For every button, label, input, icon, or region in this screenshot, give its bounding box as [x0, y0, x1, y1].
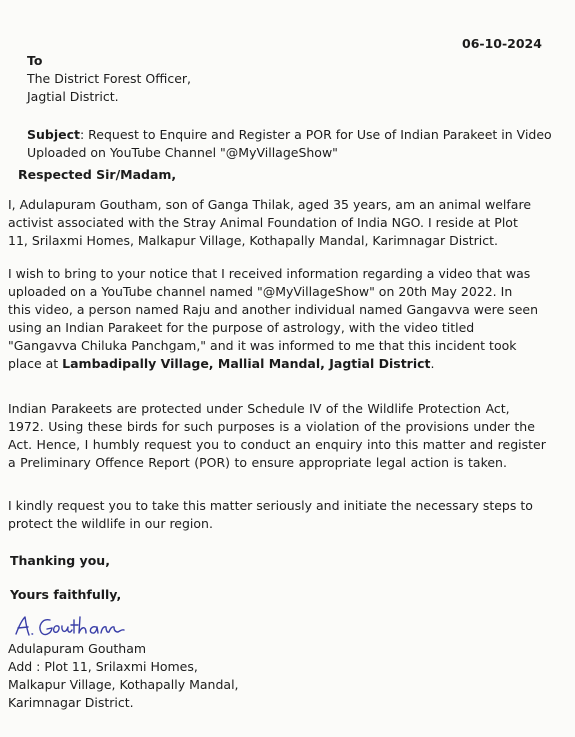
sender-line: Add : Plot 11, Srilaxmi Homes, [8, 659, 198, 674]
subject-text: : Request to Enquire and Register a POR for Use of Indian Parakeet in Video [80, 127, 552, 142]
paragraph-line: I kindly request you to take this matter seriously and initiate the necessary steps to [8, 498, 533, 513]
paragraph-line: I, Adulapuram Goutham, son of Ganga Thilak, aged 35 years, am an animal welfare [8, 197, 532, 212]
paragraph-request [8, 497, 558, 533]
paragraph-line: Act. Hence, I humbly request you to conduct an enquiry into this matter and register [8, 437, 546, 452]
recipient-address [27, 70, 191, 106]
closing-yours: Yours faithfully, [10, 587, 122, 602]
subject-label: Subject [27, 127, 80, 142]
sender-line: Karimnagar District. [8, 695, 134, 710]
paragraph-line: 11, Srilaxmi Homes, Malkapur Village, Kothapally Mandal, Karimnagar District. [8, 233, 499, 248]
paragraph-line: this video, a person named Raju and another individual named Gangavva were seen [8, 302, 539, 317]
paragraph-line: I wish to bring to your notice that I received information regarding a video that was [8, 266, 531, 281]
handwritten-signature [14, 612, 134, 640]
paragraph-line: Indian Parakeets are protected under Schedule IV of the Wildlife Protection Act, [8, 401, 510, 416]
sender-address [8, 640, 239, 712]
paragraph-legal [8, 400, 558, 472]
paragraph-line: protect the wildlife in our region. [8, 516, 213, 531]
recipient-line: Jagtial District. [27, 89, 119, 104]
paragraph-line: "Gangavva Chiluka Panchgam," and it was informed to me that this incident took [8, 338, 517, 353]
salutation: Respected Sir/Madam, [18, 167, 177, 182]
incident-location: Lambadipally Village, Mallial Mandal, Jagtial District [62, 356, 431, 371]
subject-text: Uploaded on YouTube Channel "@MyVillageShow" [27, 145, 338, 160]
paragraph-line: 1972. Using these birds for such purposes is a violation of the provisions under the [8, 419, 535, 434]
paragraph-line: using an Indian Parakeet for the purpose of astrology, with the video titled [8, 320, 475, 335]
subject [27, 126, 552, 162]
paragraph-line: uploaded on a YouTube channel named "@MyVillageShow" on 20th May 2022. In [8, 284, 513, 299]
sender-name: Adulapuram Goutham [8, 641, 147, 656]
sender-line: Malkapur Village, Kothapally Mandal, [8, 677, 239, 692]
paragraph-line: activist associated with the Stray Animal Foundation of India NGO. I reside at Plot [8, 215, 518, 230]
recipient-line: The District Forest Officer, [27, 71, 192, 86]
paragraph-line: a Preliminary Offence Report (POR) to ensure appropriate legal action is taken. [8, 455, 507, 470]
letter-date: 06-10-2024 [462, 36, 542, 51]
paragraph-introduction [8, 196, 558, 250]
to-label: To [27, 53, 43, 68]
closing-thanks: Thanking you, [10, 553, 110, 568]
paragraph-line: place at [8, 356, 63, 371]
paragraph-incident: I wish to bring to your notice that I received information regarding a video that was uploaded on a YouTube channel named "@MyVillageShow" on 20th May 2022. In this video, a person named Raju and another individual named Gangavva were seen using an Indian Parakeet for the purpose of astrology, with the video titled "Gangavva Chiluka Panchgam," and it was informed to me that this incident took place at Lambadipally Village, Mallial Mandal, Jagtial District. [8, 265, 558, 373]
